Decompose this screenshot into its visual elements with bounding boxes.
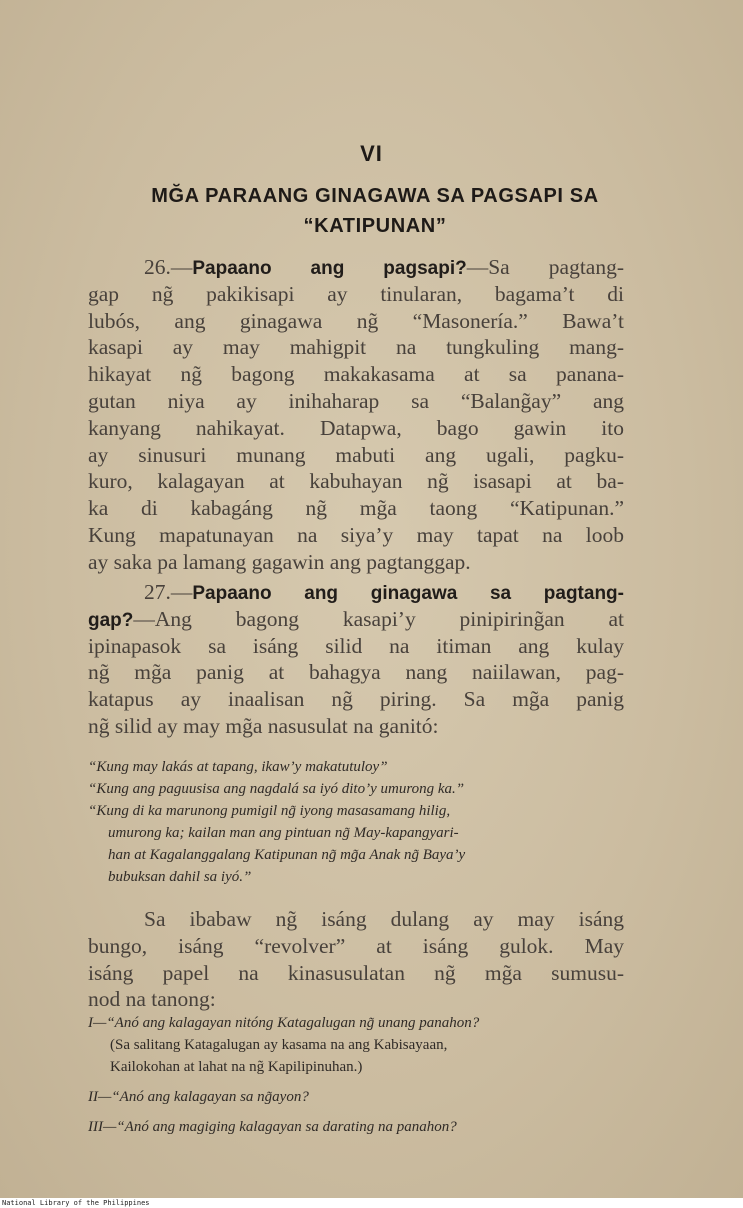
chapter-title xyxy=(75,181,675,241)
paragraph-line: ng̃ silid ay may mg̃a nasusulat na ganitó: xyxy=(88,713,439,738)
paragraph-line: kanyang nahikayat. Datapwa, bago gawin ito xyxy=(88,415,624,440)
paragraph-line: hikayat ng̃ bagong makakasama at sa panana- xyxy=(88,362,624,387)
inscription-line: “Kung ang paguusisa ang nagdalá sa iyó dito’y umurong ka.” xyxy=(88,781,465,797)
inscription-line: “Kung di ka marunong pumigil ng̃ iyong masasamang hilig, xyxy=(88,803,451,819)
question-note: Kailokohan at lahat na ng̃ Kapilipinuhan.) xyxy=(110,1059,363,1075)
question-heading: Papaano ang ginagawa sa pagtang- xyxy=(192,583,624,604)
question-item: I—“Anó ang kalagayan nitóng Katagalugan ng̃ unang panahon? xyxy=(88,1015,480,1031)
chapter-title-line-1: MĞA PARAANG GINAGAWA SA PAGSAPI SA xyxy=(151,185,599,207)
paragraph-26 xyxy=(88,254,624,576)
question-item: III—“Anó ang magiging kalagayan sa darating na panahon? xyxy=(88,1119,457,1135)
chapter-title-line-2: “KATIPUNAN” xyxy=(303,215,447,237)
question-item: II—“Anó ang kalagayan sa ng̃ayon? xyxy=(88,1089,309,1105)
paragraph-line: kuro, kalagayan at kabuhayan ng̃ isasapi at ba- xyxy=(88,469,624,494)
paragraph-table xyxy=(88,906,624,1013)
question-heading-cont: gap? xyxy=(88,609,134,631)
paragraph-line: ipinapasok sa isáng silid na itiman ang kulay xyxy=(88,633,624,658)
chapter-number: VI xyxy=(360,141,383,166)
paragraph-number: 26.— xyxy=(144,255,193,279)
paragraph-27 xyxy=(88,579,624,740)
paragraph-line: —Ang bagong kasapi’y pinipiring̃an at xyxy=(133,606,624,631)
paragraph-line: ng̃ mg̃a panig at bahagya nang naiilawan, pag- xyxy=(88,660,624,685)
paragraph-line: Sa ibabaw ng̃ isáng dulang ay may isáng xyxy=(144,907,624,931)
paragraph-line: gap ng̃ pakikisapi ay tinularan, bagama’t di xyxy=(88,281,624,306)
paragraph-line: gutan niya ay inihaharap sa “Balang̃ay” ang xyxy=(88,388,624,413)
paragraph-line: katapus ay inaalisan ng̃ piring. Sa mg̃a panig xyxy=(88,687,624,712)
paragraph-line: kasapi ay may mahigpit na tungkuling mang- xyxy=(88,335,624,360)
paragraph-line: bungo, isáng “revolver” at isáng gulok. May xyxy=(88,933,624,958)
paragraph-line: ka di kabagáng ng̃ mg̃a taong “Katipunan.” xyxy=(88,496,624,521)
paragraph-line: isáng papel na kinasusulatan ng̃ mg̃a sumusu- xyxy=(88,960,624,985)
library-footer: National Library of the Philippines xyxy=(2,1199,150,1207)
paragraph-number: 27.— xyxy=(144,580,193,604)
paragraph-line: —Sa pagtang- xyxy=(466,255,624,279)
paragraph-line: ay saka pa lamang gagawin ang pagtanggap. xyxy=(88,549,471,574)
inscription-line: bubuksan dahil sa iyó.” xyxy=(108,869,252,885)
question-note: (Sa salitang Katagalugan ay kasama na ang Kabisayaan, xyxy=(110,1037,448,1053)
inscription-line: “Kung may lakás at tapang, ikaw’y makatutuloy” xyxy=(88,759,388,775)
paragraph-line: lubós, ang ginagawa ng̃ “Masonería.” Bawa’t xyxy=(88,308,624,333)
question-list xyxy=(88,1015,633,1141)
paragraph-line: nod na tanong: xyxy=(88,987,216,1012)
inscriptions xyxy=(88,759,628,891)
inscription-line: han at Kagalanggalang Katipunan ng̃ mg̃a Anak ng̃ Baya’y xyxy=(108,847,466,863)
inscription-line: umurong ka; kailan man ang pintuan ng̃ May-kapangyari- xyxy=(108,825,459,841)
paragraph-line: Kung mapatunayan na siya’y may tapat na loob xyxy=(88,522,624,547)
question-heading: Papaano ang pagsapi? xyxy=(192,258,467,279)
paragraph-line: ay sinusuri munang mabuti ang ugali, pagku- xyxy=(88,442,624,467)
